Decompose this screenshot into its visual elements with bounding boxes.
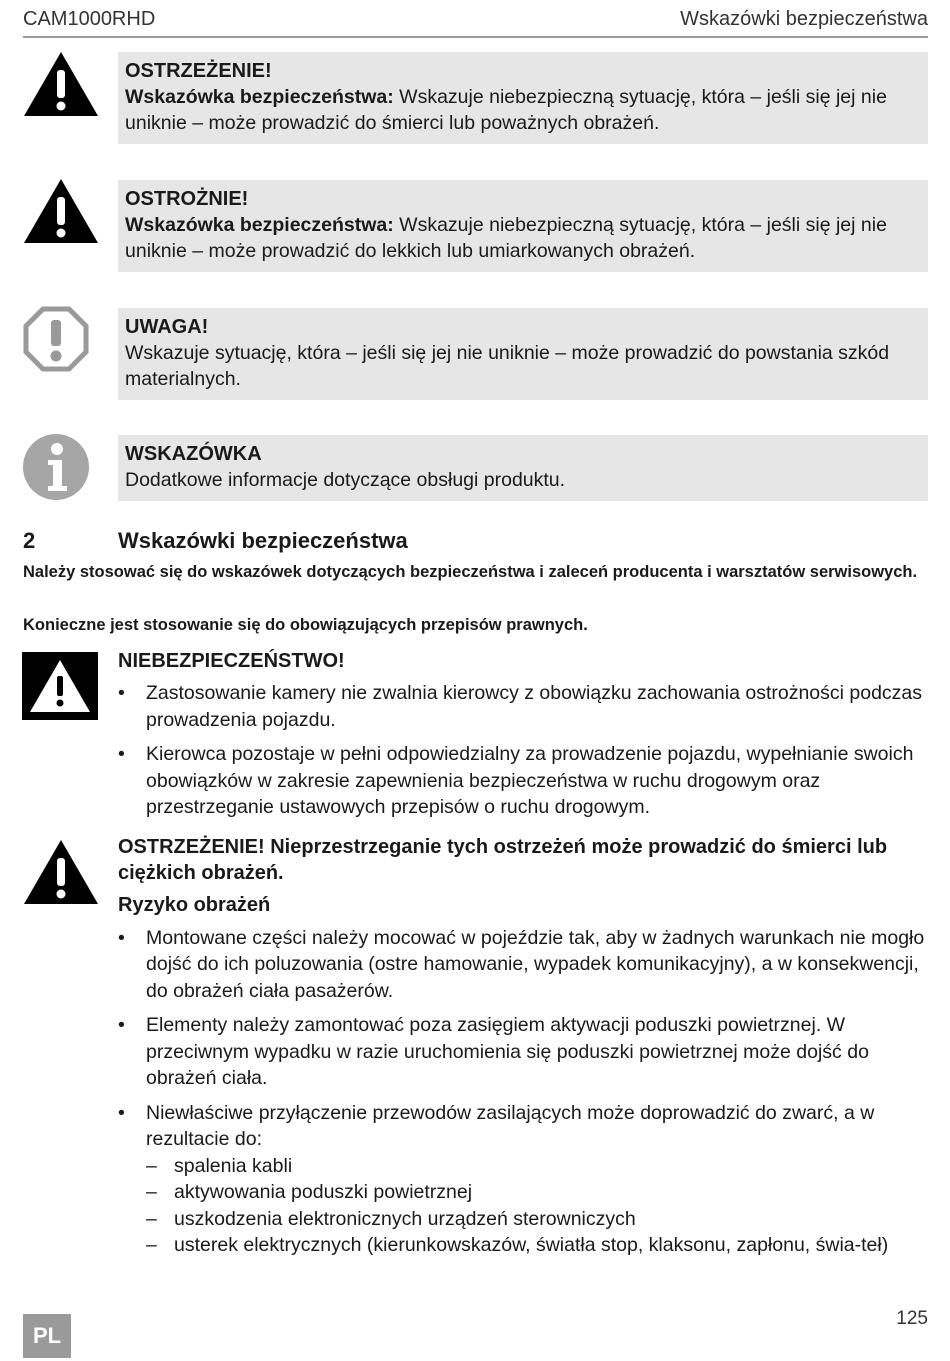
sub-list-item: – usterek elektrycznych (kierunkowskazów, światła stop, klaksonu, zapłonu, świa-teł) [146, 1232, 930, 1259]
notice-text [125, 212, 920, 264]
danger-block [118, 648, 930, 829]
warning-subtitle: Ryzyko obrażeń [118, 894, 271, 916]
list-item: • Elementy należy zamontować poza zasięgiem aktywacji poduszki powietrznej. W przeciwnym wypadku w razie uruchomienia się poduszki powietrznej może dojść do obrażeń ciała. [118, 1012, 930, 1092]
danger-triangle-icon [22, 652, 98, 725]
notice-warning [118, 52, 928, 144]
notice-title: UWAGA! [125, 316, 209, 338]
notice-body: Wskazuje niebezpieczną sytuację, która – jeśli się jej nie uniknie – może prowadzić do śmierci lub poważnych obrażeń. [125, 86, 887, 134]
notice-title: WSKAZÓWKA [125, 443, 262, 465]
list-item [118, 1100, 930, 1259]
notice-info [118, 435, 928, 501]
warning-triangle-icon [22, 177, 100, 250]
section-title: Wskazówki bezpieczeństwa [118, 528, 408, 553]
notice-body: Dodatkowe informacje dotyczące obsługi produktu. [125, 469, 566, 491]
notice-lead: Wskazówka bezpieczeństwa: [125, 86, 394, 108]
warning-title: OSTRZEŻENIE! Nieprzestrzeganie tych ostrzeżeń może prowadzić do śmierci lub ciężkich obrażeń. [118, 836, 888, 884]
notice-caution [118, 180, 928, 272]
page-number: 125 [896, 1308, 928, 1329]
section-number: 2 [23, 528, 36, 553]
sub-list [146, 1153, 930, 1259]
warning-triangle-icon [22, 838, 100, 911]
danger-list [118, 680, 930, 821]
list-item: • Zastosowanie kamery nie zwalnia kierowcy z obowiązku zachowania ostrożności podczas prowadzenia pojazdu. [118, 680, 930, 733]
notice-title: OSTRZEŻENIE! [125, 60, 272, 82]
sub-list-item: – spalenia kabli [146, 1153, 930, 1180]
sub-list-item: – uszkodzenia elektronicznych urządzeń sterowniczych [146, 1206, 930, 1233]
notice-lead: Wskazówka bezpieczeństwa: [125, 214, 394, 236]
intro-paragraph: Należy stosować się do wskazówek dotyczących bezpieczeństwa i zaleceń producenta i warsztatów serwisowych. [23, 563, 918, 581]
notice-body: Wskazuje sytuację, która – jeśli się jej nie uniknie – może prowadzić do powstania szkód materialnych. [125, 342, 890, 390]
sub-list-item: – aktywowania poduszki powietrznej [146, 1179, 930, 1206]
intro-paragraph: Konieczne jest stosowanie się do obowiązujących przepisów prawnych. [23, 616, 588, 634]
notice-text [125, 84, 920, 136]
language-badge: PL [23, 1314, 71, 1358]
list-item-text: • Niewłaściwe przyłączenie przewodów zasilających może doprowadzić do zwarć, a w rezultacie do: [146, 1101, 875, 1150]
info-circle-icon [22, 433, 90, 506]
model-name: CAM1000RHD [23, 8, 156, 30]
list-item: • Kierowca pozostaje w pełni odpowiedzialny za prowadzenie pojazdu, wypełnianie swoich obowiązków w zakresie zapewnienia bezpieczeństwa w ruchu drogowym oraz przestrzeganie ustawowych przepisów o ruchu drogowym. [118, 741, 930, 821]
warning-triangle-icon [22, 50, 100, 123]
list-item: • Montowane części należy mocować w pojeździe tak, aby w żadnych warunkach nie mogło dojść do ich poluzowania (ostre hamowanie, wypadek komunikacyjny), a w konsekwencji, do obrażeń ciała pasażerów. [118, 925, 930, 1005]
page-header [23, 6, 928, 38]
notice-title: OSTROŻNIE! [125, 188, 249, 210]
notice-body: Wskazuje niebezpieczną sytuację, która – jeśli się jej nie uniknie – może prowadzić do lekkich lub umiarkowanych obrażeń. [125, 214, 887, 262]
header-section-title: Wskazówki bezpieczeństwa [680, 8, 928, 30]
octagon-exclamation-icon [22, 305, 90, 378]
notice-notice [118, 308, 928, 400]
warning-list [118, 925, 930, 1259]
danger-title: NIEBEZPIECZEŃSTWO! [118, 650, 345, 672]
warning-block [118, 834, 930, 1267]
